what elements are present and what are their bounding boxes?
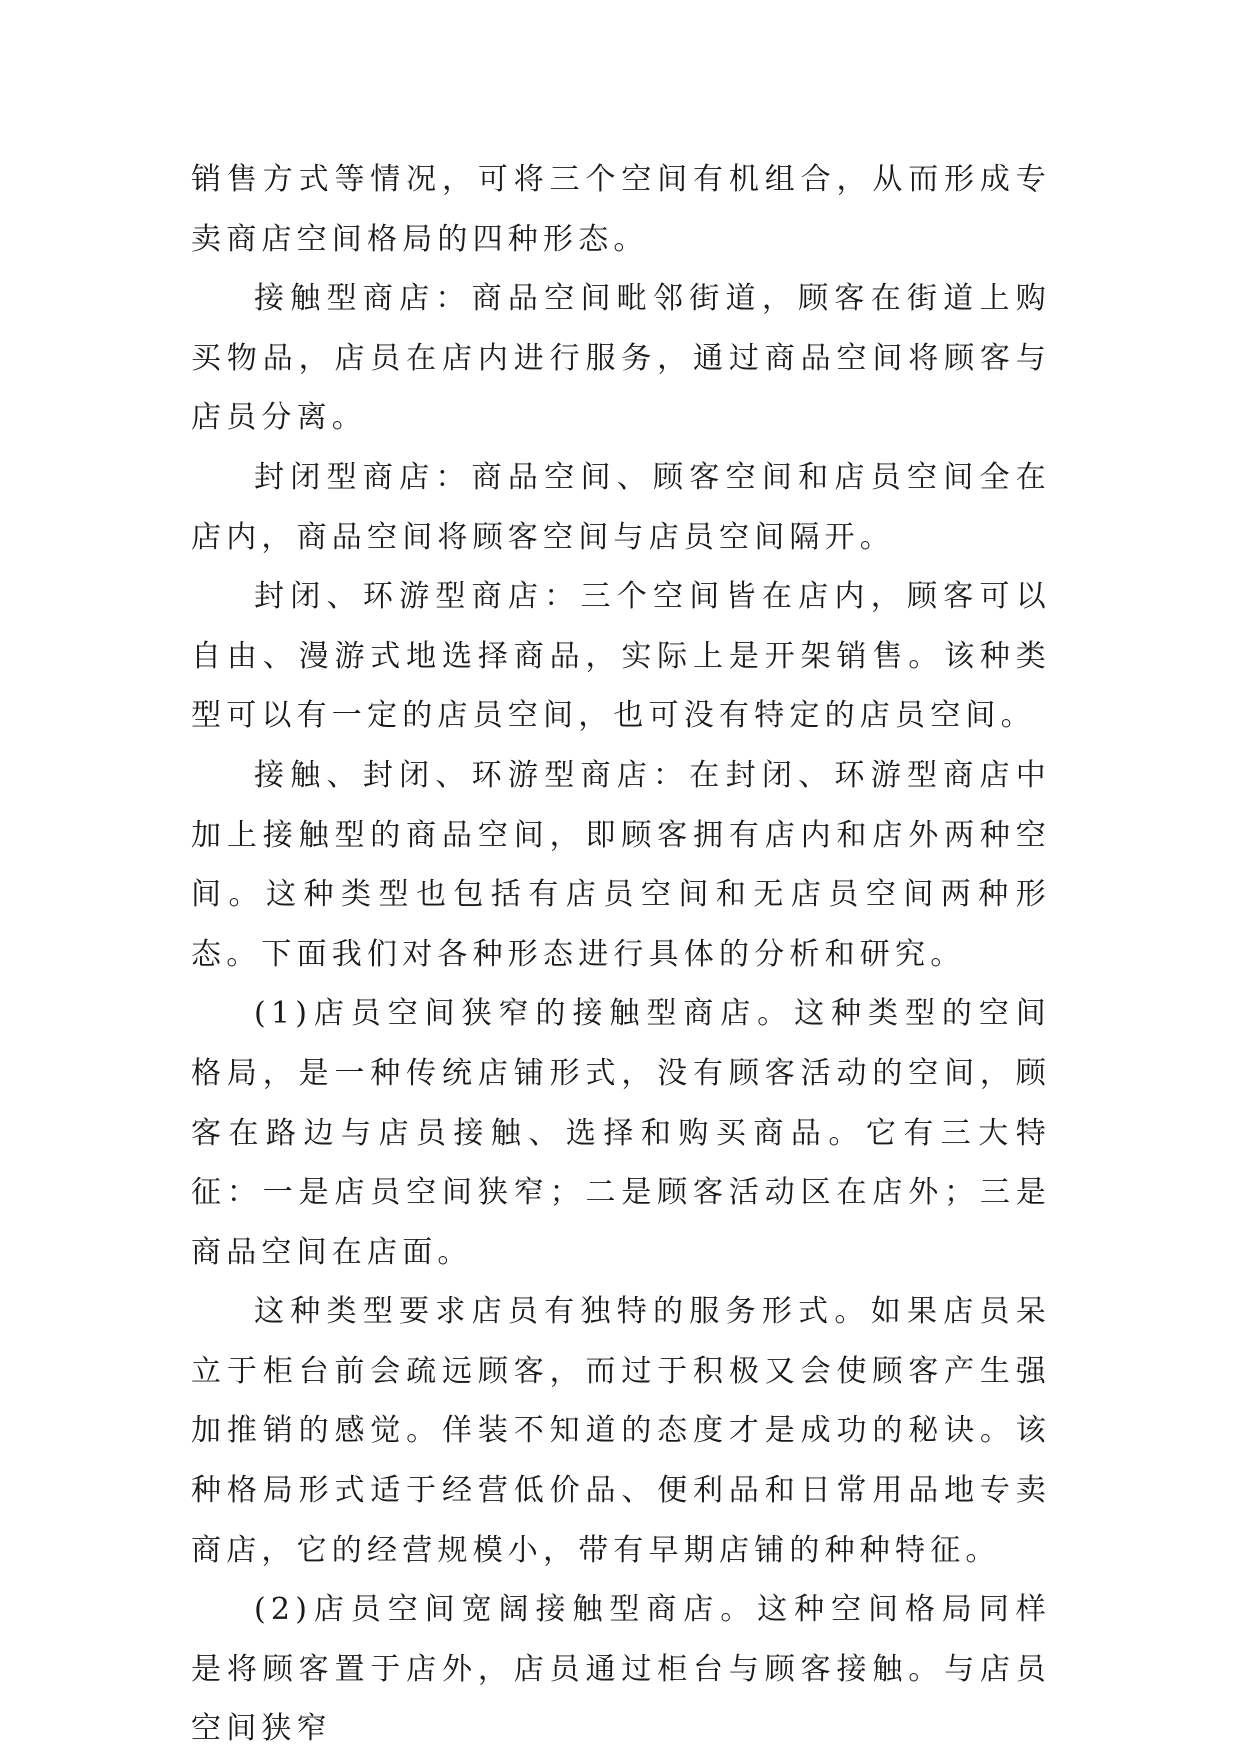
paragraph-item-2: (2)店员空间宽阔接触型商店。这种空间格局同样是将顾客置于店外，店员通过柜台与顾客接触。与店员空间狭窄: [191, 1592, 1051, 1747]
paragraph-continuation: 销售方式等情况，可将三个空间有机组合，从而形成专卖商店空间格局的四种形态。: [191, 162, 1051, 257]
paragraph-item-1: (1)店员空间狭窄的接触型商店。这种类型的空间格局，是一种传统店铺形式，没有顾客活动的空间，顾客在路边与店员接触、选择和购买商品。它有三大特征：一是店员空间狭窄；二是顾客活动区在店外；三是商品空间在店面。: [191, 996, 1051, 1270]
paragraph-service-form: 这种类型要求店员有独特的服务形式。如果店员呆立于柜台前会疏远顾客，而过于积极又会使顾客产生强加推销的感觉。佯装不知道的态度才是成功的秘诀。该种格局形式适于经营低价品、便利品和日常用品地专卖商店，它的经营规模小，带有早期店铺的种种特征。: [191, 1294, 1051, 1568]
document-body: [191, 150, 1051, 1759]
paragraph-closed-store: 封闭型商店：商品空间、顾客空间和店员空间全在店内，商品空间将顾客空间与店员空间隔开。: [191, 459, 1051, 555]
paragraph-contact-closed-roaming-store: 接触、封闭、环游型商店：在封闭、环游型商店中加上接触型的商品空间，即顾客拥有店内和店外两种空间。这种类型也包括有店员空间和无店员空间两种形态。下面我们对各种形态进行具体的分析和研究。: [191, 757, 1051, 972]
paragraph-contact-store: 接触型商店：商品空间毗邻街道，顾客在街道上购买物品，店员在店内进行服务，通过商品空间将顾客与店员分离。: [191, 281, 1051, 436]
paragraph-closed-roaming-store: 封闭、环游型商店：三个空间皆在店内，顾客可以自由、漫游式地选择商品，实际上是开架销售。该种类型可以有一定的店员空间，也可没有特定的店员空间。: [191, 579, 1051, 734]
